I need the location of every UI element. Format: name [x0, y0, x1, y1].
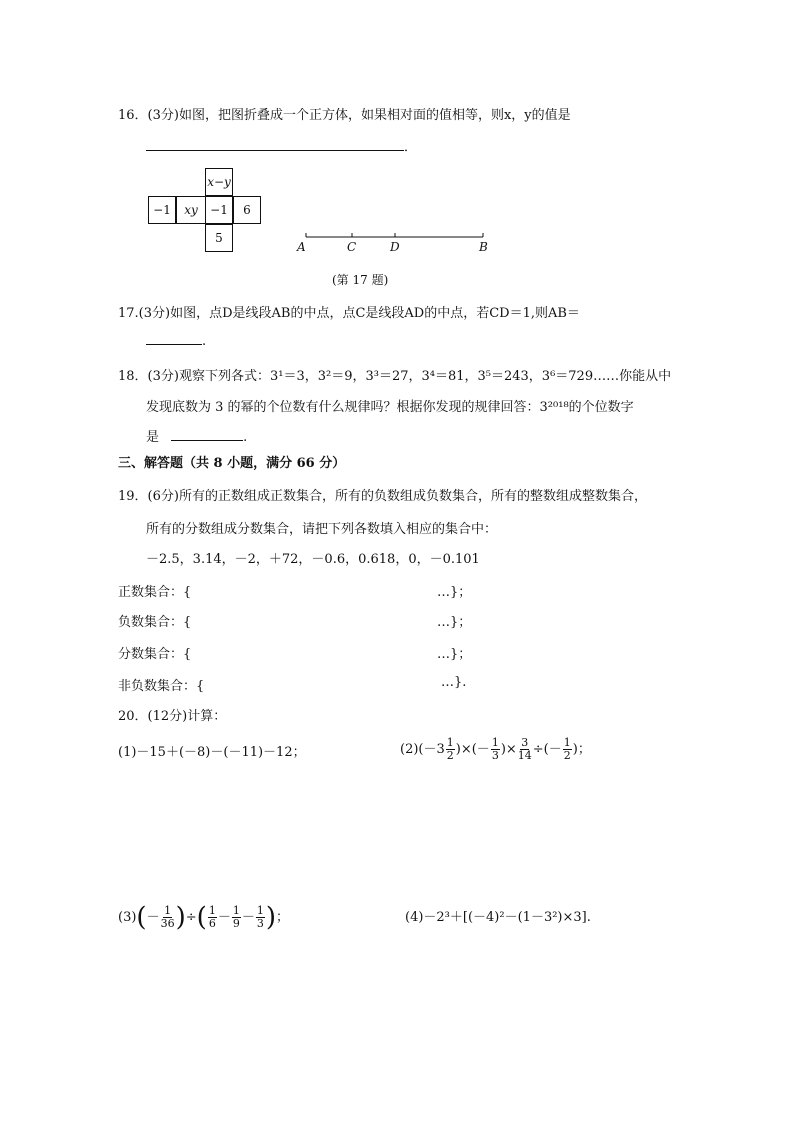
section-heading: 三、解答题（共 8 小题，满分 66 分） [118, 456, 346, 471]
denominator: 14 [517, 749, 532, 762]
denominator: 6 [208, 917, 216, 930]
q20-part2 [400, 730, 591, 770]
net-cell-1: −1 [148, 196, 176, 224]
q17-end: . [202, 334, 207, 349]
fraction [256, 905, 265, 930]
expr-text: )； [572, 742, 591, 757]
set-negative-label: 负数集合：{ [118, 615, 192, 630]
expr-text: (2)(－3 [400, 742, 445, 757]
q20-part4: (4)－2³＋[(－4)²－(1－3²)×3]. [405, 910, 591, 925]
point-b-label: B [479, 240, 488, 254]
set-positive-end: …}； [437, 585, 472, 600]
numerator: 1 [232, 904, 240, 917]
expr-text: － [217, 910, 231, 925]
set-nonnegative-end: …}. [441, 675, 467, 690]
expr-text: ÷ [185, 910, 197, 925]
numerator: 1 [446, 736, 454, 749]
numerator: 1 [563, 736, 571, 749]
net-cell-3: −1 [205, 196, 233, 224]
fraction [446, 737, 455, 762]
q19-line2: 所有的分数组成分数集合，请把下列各数填入相应的集合中： [146, 522, 498, 537]
q17-answer-line[interactable] [146, 332, 206, 349]
paren: ( [136, 902, 147, 933]
numerator: 1 [164, 904, 172, 917]
set-fraction-label: 分数集合：{ [118, 647, 192, 662]
q18-end: . [243, 430, 248, 445]
expr-text: － [146, 910, 160, 925]
numerator: 1 [491, 736, 499, 749]
point-c-label: C [347, 240, 357, 254]
net-cell-top: x−y [205, 168, 233, 196]
denominator: 3 [491, 749, 499, 762]
fraction [208, 905, 217, 930]
numerator: 3 [521, 736, 529, 749]
expr-text: ； [276, 910, 290, 925]
net-cell-bottom: 5 [205, 224, 233, 252]
q18-line1: 18．(3分)观察下列各式：3¹＝3，3²＝9，3³＝27，3⁴＝81，3⁵＝243，3⁶＝729……你能从中 [118, 369, 672, 384]
net-cell-2: xy [176, 196, 206, 224]
expr-text: (3) [118, 910, 137, 925]
expr-text: ÷(－ [532, 742, 562, 757]
q16-end: ． [404, 140, 418, 155]
denominator: 3 [256, 917, 264, 930]
numerator: 1 [208, 904, 216, 917]
set-fraction-end: …}； [437, 647, 472, 662]
set-positive-label: 正数集合：{ [118, 585, 192, 600]
cube-net-figure [148, 168, 264, 254]
q16-answer-line[interactable] [146, 136, 417, 155]
paren: ( [196, 902, 207, 933]
paren: ) [175, 902, 186, 933]
answer-blank[interactable] [146, 332, 202, 345]
expr-text: )×(－ [455, 742, 490, 757]
point-d-label: D [390, 240, 400, 254]
denominator: 2 [446, 749, 454, 762]
net-cell-4: 6 [233, 196, 261, 224]
q16-text: 16．(3分)如图，把图折叠成一个正方体，如果相对面的值相等，则x，y的值是 [118, 108, 571, 123]
denominator: 9 [232, 917, 240, 930]
expr-text: )× [500, 742, 517, 757]
q20-title: 20．(12分)计算： [118, 709, 227, 724]
set-negative-end: …}； [437, 615, 472, 630]
q19-numbers: －2.5，3.14，－2，＋72，－0.6，0.618，0，－0.101 [146, 552, 480, 567]
q19-line1: 19．(6分)所有的正数组成正数集合，所有的负数组成负数集合，所有的整数组成整数集合， [118, 489, 647, 504]
q17-text: 17.(3分)如图，点D是线段AB的中点，点C是线段AD的中点，若CD＝1,则AB＝ [118, 306, 580, 321]
expr-text: － [241, 910, 255, 925]
q20-part1: (1)－15＋(－8)－(－11)－12； [118, 745, 306, 760]
answer-blank[interactable] [171, 428, 243, 441]
q17-caption: (第 17 题) [332, 273, 389, 287]
denominator: 2 [563, 749, 571, 762]
q18-line3 [146, 426, 247, 445]
denominator: 36 [160, 917, 175, 930]
answer-blank[interactable] [146, 138, 404, 151]
set-nonnegative-label: 非负数集合：{ [118, 679, 205, 694]
fraction [518, 737, 532, 762]
paren: ) [265, 902, 276, 933]
point-a-label: A [297, 240, 306, 254]
numerator: 1 [256, 904, 264, 917]
fraction [232, 905, 241, 930]
fraction [563, 737, 572, 762]
fraction [491, 737, 500, 762]
fraction [161, 905, 175, 930]
q18-line2: 发现底数为 3 的幂的个位数有什么规律吗？根据你发现的规律回答：3²⁰¹⁸的个位数字 [146, 400, 634, 415]
q18-line3-start: 是 [146, 430, 160, 445]
q20-part3 [118, 898, 289, 938]
